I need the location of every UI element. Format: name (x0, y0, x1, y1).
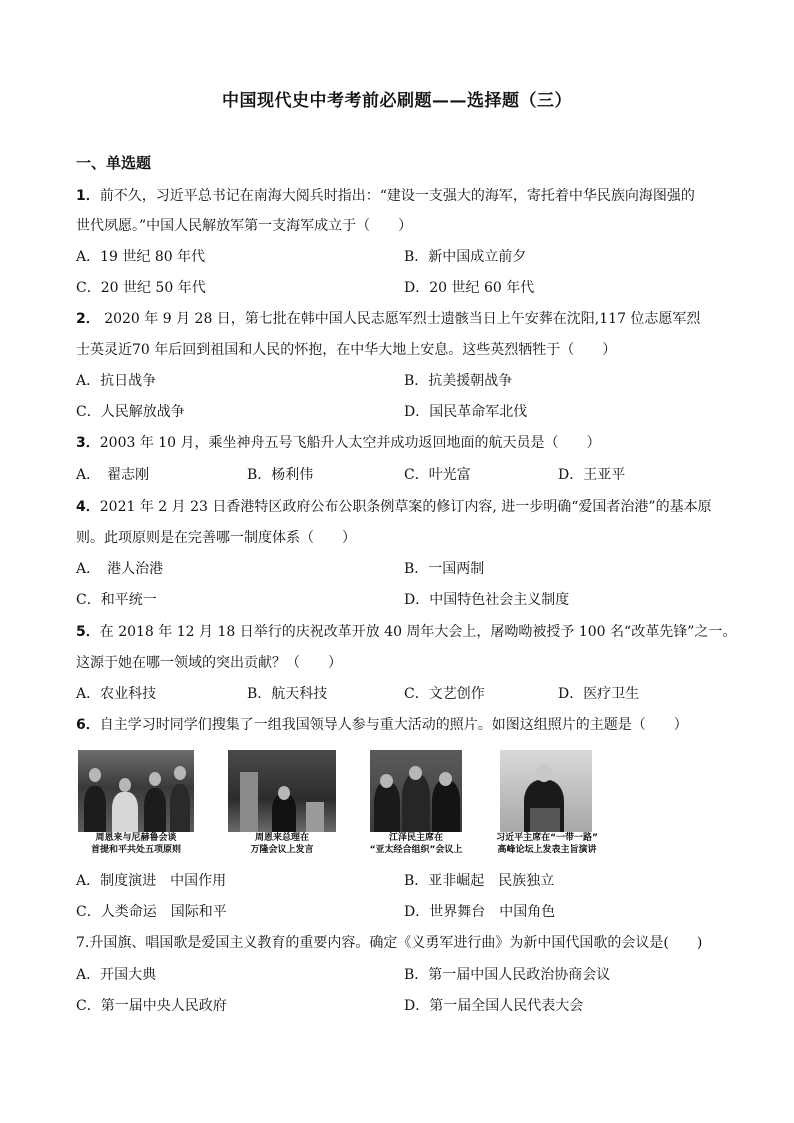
question-number: 3． (76, 435, 100, 451)
question-4-option-c[interactable]: C．和平统一 (76, 592, 157, 608)
question-7-option-d[interactable]: D．第一届全国人民代表大会 (404, 998, 584, 1014)
question-4-option-a[interactable]: A． 港人治港 (76, 561, 164, 577)
question-7-line-1: 7.升国旗、唱国歌是爱国主义教育的重要内容。确定《义勇军进行曲》为新中国代国歌的会议是( ) (76, 935, 703, 951)
question-4-line-1: 4．2021 年 2 月 23 日香港特区政府公布公职条例草案的修订内容, 进一步明确“爱国者治港”的基本原 (76, 499, 712, 515)
question-number: 1． (76, 188, 100, 204)
question-5-option-c[interactable]: C．文艺创作 (404, 686, 485, 702)
photo-caption-2: 周恩来总理在 万隆会议上发言 (250, 833, 314, 855)
question-1-option-b[interactable]: B．新中国成立前夕 (404, 249, 527, 265)
question-number: 4． (76, 499, 100, 515)
question-7-option-c[interactable]: C．第一届中央人民政府 (76, 998, 227, 1014)
question-3-option-a[interactable]: A． 翟志刚 (76, 467, 150, 483)
question-number: 6． (76, 717, 100, 733)
question-1-option-d[interactable]: D．20 世纪 60 年代 (404, 280, 535, 296)
question-6-option-d[interactable]: D．世界舞台 中国角色 (404, 904, 556, 920)
photo-zhou-nehru (78, 750, 194, 832)
question-3-line-1: 3．2003 年 10 月，乘坐神舟五号飞船升人太空并成功返回地面的航天员是（ ） (76, 435, 601, 451)
question-3-option-c[interactable]: C．叶光富 (404, 467, 471, 483)
photo-apec-meeting (370, 750, 462, 832)
question-2-option-a[interactable]: A．抗日战争 (76, 373, 157, 389)
question-6-option-a[interactable]: A．制度演进 中国作用 (76, 873, 227, 889)
question-3-option-b[interactable]: B．杨利伟 (247, 467, 314, 483)
question-5-option-b[interactable]: B．航天科技 (247, 686, 328, 702)
question-7-option-b[interactable]: B．第一届中国人民政治协商会议 (404, 967, 611, 983)
page-title: 中国现代史中考考前必刷题——选择题（三） (222, 91, 572, 111)
question-4-option-d[interactable]: D．中国特色社会主义制度 (404, 592, 570, 608)
question-2-line-1: 2． 2020 年 9 月 28 日，第七批在韩中国人民志愿军烈士遗骸当日上午安葬在沈阳,117 位志愿军烈 (76, 311, 701, 327)
photo-caption-1: 周恩来与尼赫鲁会谈 首提和平共处五项原则 (90, 833, 181, 855)
photo-caption-3: 江泽民主席在 “亚太经合组织”会议上 (369, 833, 463, 855)
question-1-line-1: 1．前不久，习近平总书记在南海大阅兵时指出：“建设一支强大的海军，寄托着中华民族向海图强的 (76, 188, 695, 204)
question-2-option-c[interactable]: C．人民解放战争 (76, 404, 185, 420)
question-5-line-1: 5．在 2018 年 12 月 18 日举行的庆祝改革开放 40 周年大会上，屠呦呦被授予 100 名“改革先锋”之一。 (76, 624, 737, 640)
question-1-option-c[interactable]: C．20 世纪 50 年代 (76, 280, 206, 296)
question-1-option-a[interactable]: A．19 世纪 80 年代 (76, 249, 206, 265)
question-number: 5． (76, 624, 100, 640)
question-6-option-c[interactable]: C．人类命运 国际和平 (76, 904, 227, 920)
question-1-line-2: 世代夙愿。”中国人民解放军第一支海军成立于（ ） (76, 218, 413, 234)
question-5-option-d[interactable]: D．医疗卫生 (558, 686, 640, 702)
question-2-option-b[interactable]: B．抗美援朝战争 (404, 373, 513, 389)
photo-caption-4: 习近平主席在“一带一路” 高峰论坛上发表主旨演讲 (496, 833, 598, 855)
question-2-option-d[interactable]: D．国民革命军北伐 (404, 404, 528, 420)
question-4-line-2: 则。此项原则是在完善哪一制度体系（ ） (76, 530, 356, 546)
question-4-option-b[interactable]: B．一国两制 (404, 561, 485, 577)
question-7-option-a[interactable]: A．开国大典 (76, 967, 157, 983)
question-5-line-2: 这源于她在哪一领域的突出贡献？（ ） (76, 655, 342, 671)
question-6-option-b[interactable]: B．亚非崛起 民族独立 (404, 873, 555, 889)
photo-bandung-conference (228, 750, 336, 832)
question-3-option-d[interactable]: D．王亚平 (558, 467, 626, 483)
photo-belt-and-road-forum (500, 750, 592, 832)
question-number: 2． (76, 311, 100, 327)
question-6-line-1: 6．自主学习时同学们搜集了一组我国领导人参与重大活动的照片。如图这组照片的主题是（ ） (76, 717, 688, 733)
question-2-line-2: 士英灵近70 年后回到祖国和人民的怀抱，在中华大地上安息。这些英烈牺牲于（ ） (76, 342, 617, 358)
section-heading: 一、单选题 (76, 154, 152, 172)
question-5-option-a[interactable]: A．农业科技 (76, 686, 157, 702)
